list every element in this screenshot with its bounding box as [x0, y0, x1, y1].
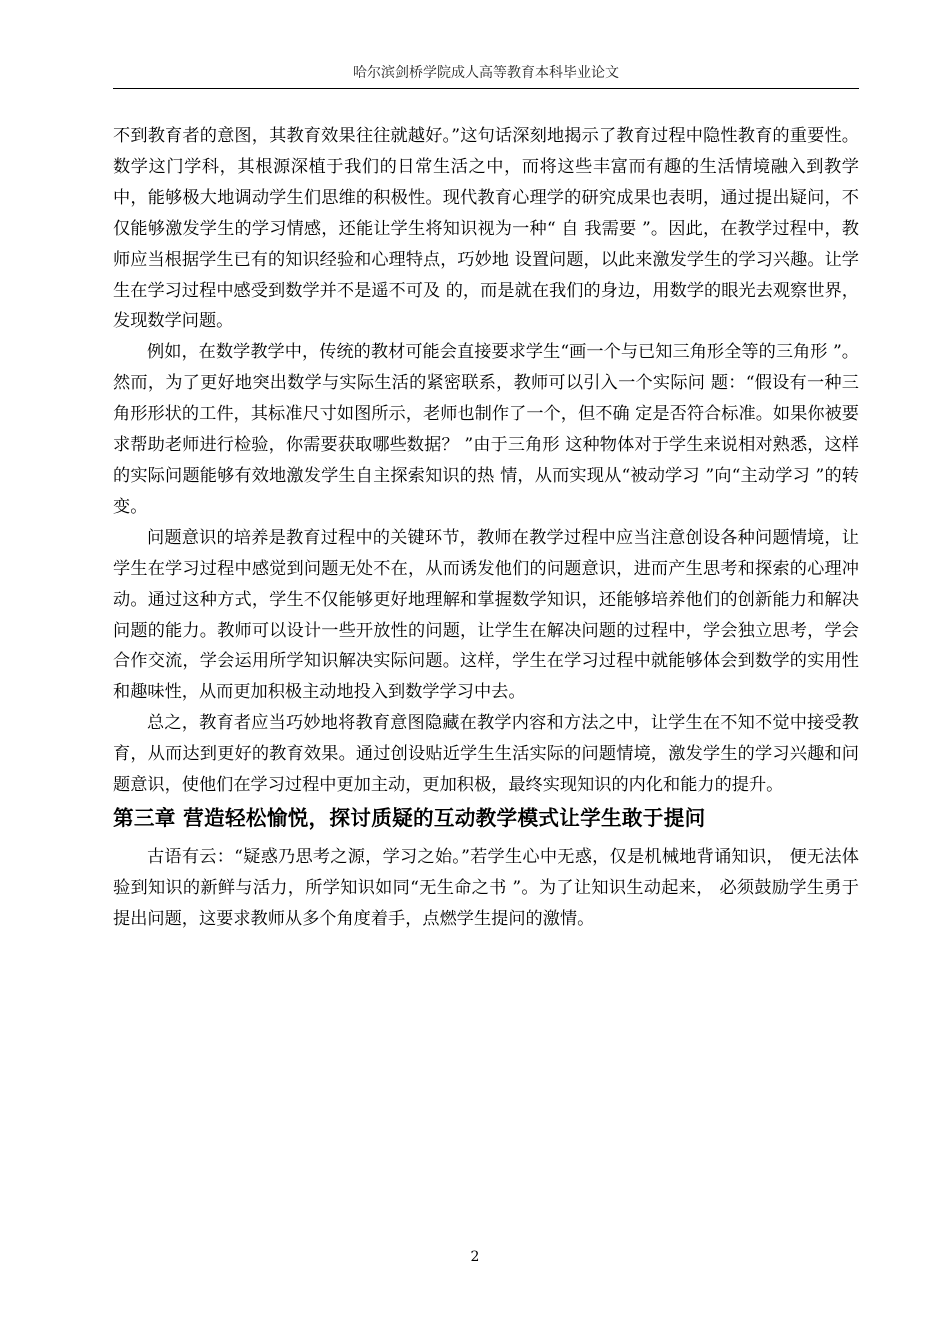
paragraph-problem-awareness: 问题意识的培养是教育过程中的关键环节，教师在教学过程中应当注意创设各种问题情境，让学生在学习过程中感觉到问题无处不在，从而诱发他们的问题意识，进而产生思考和探索的心理冲动。通过这种方式，学生不仅能够更好地理解和掌握数学知识，还能够培养他们的创新能力和解决问题的能力。教师可以设计一些开放性的问题，让学生在解决问题的过程中，学会独立思考，学会合作交流，学会运用所学知识解决实际问题。这样，学生在学习过程中就能够体会到数学的实用性和趣味性，从而更加积极主动地投入到数学学习中去。 — [113, 527, 859, 703]
paragraph-example: 例如，在数学教学中，传统的教材可能会直接要求学生“画一个与已知三角形全等的三角形 ”。然而，为了更好地突出数学与实际生活的紧密联系，教师可以引入一个实际问 题：“假设有一种三角形形状的工件，其标准尺寸如图所示，老师也制作了一个，但不确 定是否符合标准。如果你被要求帮助老师进行检验，你需要获取哪些数据？ ”由于三角形 这种物体对于学生来说相对熟悉，这样的实际问题能够有效地激发学生自主探索知识的热 情，从而实现从“被动学习 ”向“主动学习 ”的转变。 — [113, 342, 859, 517]
paragraph-summary: 总之，教育者应当巧妙地将教育意图隐藏在教学内容和方法之中，让学生在不知不觉中接受教育，从而达到更好的教育效果。通过创设贴近学生生活实际的问题情境，激发学生的学习兴趣和问题意识，使他们在学习过程中更加主动，更加积极，最终实现知识的内化和能力的提升。 — [113, 713, 859, 796]
document-body — [113, 121, 859, 935]
paragraph-chapter-intro: 古语有云：“疑惑乃思考之源，学习之始。”若学生心中无惑，仅是机械地背诵知识， 便无法体验到知识的新鲜与活力，所学知识如同“无生命之书 ”。为了让知识生动起来， 必须鼓励学生勇于提出问题，这要求教师从多个角度着手，点燃学生提问的激情。 — [113, 846, 859, 929]
paragraph-continuation: 不到教育者的意图，其教育效果往往就越好。”这句话深刻地揭示了教育过程中隐性教育的重要性。数学这门学科，其根源深植于我们的日常生活之中，而将这些丰富而有趣的生活情境融入到教学中，能够极大地调动学生们思维的积极性。现代教育心理学的研究成果也表明，通过提出疑问，不仅能够激发学生的学习情感，还能让学生将知识视为一种“ 自 我需要 ”。因此，在教学过程中，教师应当根据学生已有的知识经验和心理特点，巧妙地 设置问题，以此来激发学生的学习兴趣。让学生在学习过程中感受到数学并不是遥不可及 的，而是就在我们的身边，用数学的眼光去观察世界，发现数学问题。 — [113, 126, 859, 332]
chapter-title: 第三章 营造轻松愉悦，探讨质疑的互动教学模式让学生敢于提问 — [113, 805, 706, 830]
page-header: 哈尔滨剑桥学院成人高等教育本科毕业论文 — [353, 65, 619, 81]
header-divider — [113, 88, 859, 89]
page-number: 2 — [470, 1249, 480, 1265]
